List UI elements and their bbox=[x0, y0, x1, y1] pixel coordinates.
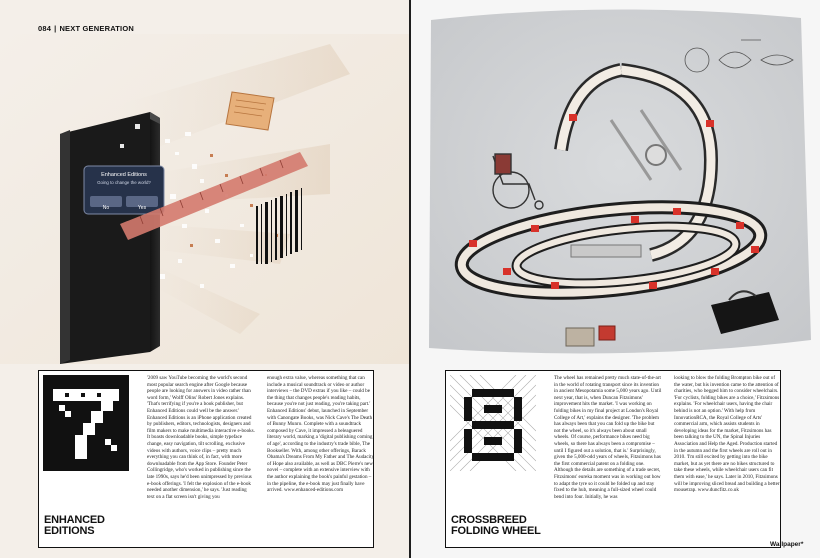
column-text: enough extra value, whereas something that can include a musical soundtrack or video or author interviews – the DVD extras if you like – could be the thing that changes people's reading habits, because you're not just reading, you're taking part.' Enhanced Editions' debut, launched in September with Canongate Books, was Nick Cave's The Death of Bunny Munro. Complete with a soundtrack composed by Cave, it impressed a beleaguered literary world, marking a 'digital publishing coming of age', according to the industry's trade bible, The Bookseller. With, among other offerings, Barack Obama's Dreams From My Father and The Audacity of Hope also available, as well as DBC Pierre's new novel – complete with an extensive interview with the author explaining the book's painful gestation – in the pipeline, the e-book may just finally have arrived. www.enhanced-editions.com bbox=[267, 375, 375, 494]
enhanced-editions-panel bbox=[38, 370, 374, 548]
pixel-seven-logo bbox=[43, 375, 129, 471]
page-number: 084 bbox=[38, 24, 52, 33]
enhanced-editions-illustration bbox=[0, 34, 409, 364]
left-page bbox=[0, 0, 409, 558]
dialog-no-button[interactable] bbox=[90, 196, 122, 211]
crossbreed-wheel-panel bbox=[445, 370, 781, 548]
title-line-1: ENHANCED bbox=[44, 514, 105, 526]
column-text: '2009 saw YouTube becoming the world's second most popular search engine after Google because people are looking for answers in video rather than word form,' Wolff Olins' Robert Jones explains. 'That's terrifying if you're a book publisher, but Enhanced Editions could well be the answer.' Enhanced Editions is an iPhone application created by publishers, editors, technologists, designers and film makers to make multimedia interactive e-books. It boasts downloadable books, simple typeface change, easy navigation, tilt scrolling, exclusive videos with authors, voice clips – pretty much everything you can think of, in fact, with more downloadable from the App Store. Founder Peter Collingridge, who's worked in publishing since the late 1990s, says he'd been unimpressed by previous e-book offerings. 'I felt the explosion of the e-book needed another dimension,' he says. 'Just reading text on a flat screen isn't giving you bbox=[147, 375, 255, 500]
dialog-no-label: No bbox=[102, 205, 110, 211]
title-line-2: EDITIONS bbox=[44, 525, 95, 537]
article-column-1 bbox=[554, 375, 662, 500]
iphone-dialog bbox=[84, 166, 164, 214]
magazine-credit: Wallpaper* bbox=[770, 541, 804, 548]
title-line-1: CROSSBREED bbox=[451, 514, 527, 526]
title-line-2: FOLDING WHEEL bbox=[451, 525, 541, 537]
page-folio bbox=[38, 24, 134, 33]
right-page bbox=[411, 0, 820, 558]
folding-wheel-illustration bbox=[411, 0, 820, 365]
section-name: NEXT GENERATION bbox=[59, 24, 134, 33]
article-column-1 bbox=[147, 375, 255, 500]
sticky-note-graphic bbox=[226, 92, 274, 130]
dialog-yes-button[interactable] bbox=[126, 196, 158, 211]
dialog-title: Enhanced Editions bbox=[101, 172, 147, 178]
dialog-question: Going to change the world? bbox=[97, 180, 151, 185]
pixel-wheel-logo bbox=[450, 375, 536, 471]
folio-separator: | bbox=[54, 24, 57, 33]
dialog-yes-label: Yes bbox=[137, 205, 147, 211]
article-column-2 bbox=[267, 375, 375, 494]
column-text: looking to blow the folding Brompton bike out of the water, but his invention came to the attention of charities, who begged him to consider wheelchairs. 'For cyclists, folding bikes are a choice,' Fitzsimons explains. 'For wheelchair users, having the chair behind is not an option.' With help from InnovationRCA, the Royal College of Arts' commercial arm, which assists students in developing ideas for the market, Fitzsimons has been talking to the UN, the Spinal Injuries Association and Help the Aged. Production started in the autumn and the first wheels are roll out in 2010. 'I'm still excited by getting into the bike market, but as yet there are no bikes structured to take these wheels, while wheelchair users can fit them with ease,' he says. Later in 2010, Fitzsimons will be improving sliced bread and building a better mousetrap. www.duncfitz.co.uk bbox=[674, 375, 780, 494]
panel-title bbox=[44, 515, 105, 537]
column-text: The wheel has remained pretty much state-of-the-art in the world of rotating transport since its invention in ancient Mesopotamia some 5,000 years ago. Until next year, that is, when Duncan Fitzsimons' improvement hits the market. 'I was working on folding bikes in my final project at London's Royal College of Art,' explains the designer. 'The problem has always been that you can fold up the bike but not the wheel, so it's always been about small wheels. Of course, performance bikes need big wheels, so there has always been a compromise – until I figured out a solution, that is.' Surprisingly, given the 5,000-odd years of wheels, Fitzsimons has the first commercial patent on a folding one. Although the details are something of a trade secret, Fitzsimons' eureka moment was in working out how to adapt the tyre so it could be folded up and stay fixed to the hub, meaning a full-sized wheel could bend into four. Initially, he was bbox=[554, 375, 662, 500]
article-column-2 bbox=[674, 375, 782, 494]
book-graphic bbox=[60, 112, 164, 364]
panel-title bbox=[451, 515, 541, 537]
